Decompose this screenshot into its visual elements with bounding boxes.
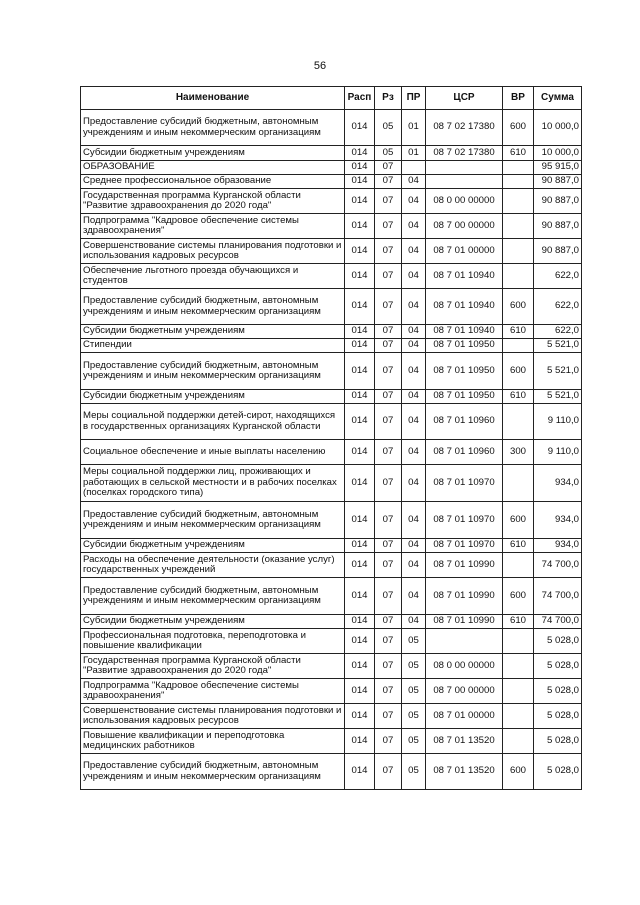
cell-pr: 04 — [402, 289, 426, 325]
cell-rz: 07 — [375, 325, 402, 339]
cell-pr: 05 — [402, 704, 426, 729]
cell-rz: 07 — [375, 754, 402, 790]
table-row — [81, 404, 582, 440]
cell-rz: 07 — [375, 339, 402, 353]
table-row — [81, 214, 582, 239]
cell-vr: 610 — [503, 615, 534, 629]
cell-pr: 01 — [402, 146, 426, 161]
cell-rasp: 014 — [345, 146, 375, 161]
cell-pr: 04 — [402, 214, 426, 239]
cell-csr: 08 7 02 17380 — [426, 146, 503, 161]
cell-csr: 08 7 00 00000 — [426, 214, 503, 239]
cell-rz: 07 — [375, 654, 402, 679]
cell-vr: 600 — [503, 754, 534, 790]
cell-name: Предоставление субсидий бюджетным, автономным учреждениям и иным некоммерческим организациям — [81, 502, 345, 539]
cell-name: Среднее профессиональное образование — [81, 175, 345, 189]
cell-sum: 5 521,0 — [534, 353, 582, 390]
cell-pr: 04 — [402, 175, 426, 189]
cell-pr: 05 — [402, 729, 426, 754]
header-pr: ПР — [402, 87, 426, 110]
cell-pr: 04 — [402, 539, 426, 553]
cell-sum: 5 521,0 — [534, 339, 582, 353]
cell-sum: 90 887,0 — [534, 175, 582, 189]
cell-vr: 300 — [503, 440, 534, 465]
cell-rz: 07 — [375, 704, 402, 729]
cell-rz: 05 — [375, 110, 402, 146]
cell-csr — [426, 629, 503, 654]
cell-csr: 08 7 01 10970 — [426, 465, 503, 502]
cell-pr: 04 — [402, 615, 426, 629]
cell-name: Социальное обеспечение и иные выплаты населению — [81, 440, 345, 465]
cell-vr: 600 — [503, 502, 534, 539]
cell-rz: 07 — [375, 615, 402, 629]
cell-rasp: 014 — [345, 110, 375, 146]
cell-pr: 04 — [402, 404, 426, 440]
cell-sum: 622,0 — [534, 325, 582, 339]
cell-rasp: 014 — [345, 353, 375, 390]
cell-rz: 07 — [375, 175, 402, 189]
cell-pr: 04 — [402, 465, 426, 502]
cell-sum: 5 028,0 — [534, 704, 582, 729]
cell-rz: 07 — [375, 502, 402, 539]
cell-name: Предоставление субсидий бюджетным, автономным учреждениям и иным некоммерческим организациям — [81, 754, 345, 790]
cell-vr: 600 — [503, 110, 534, 146]
cell-rasp: 014 — [345, 440, 375, 465]
cell-rz: 07 — [375, 729, 402, 754]
cell-sum: 74 700,0 — [534, 578, 582, 615]
cell-sum: 90 887,0 — [534, 189, 582, 214]
table-row — [81, 754, 582, 790]
cell-name: Предоставление субсидий бюджетным, автономным учреждениям и иным некоммерческим организациям — [81, 353, 345, 390]
cell-rasp: 014 — [345, 553, 375, 578]
cell-name: Подпрограмма "Кадровое обеспечение системы здравоохранения" — [81, 214, 345, 239]
cell-sum: 622,0 — [534, 289, 582, 325]
cell-rz: 07 — [375, 214, 402, 239]
cell-vr — [503, 239, 534, 264]
cell-csr: 08 7 01 10960 — [426, 440, 503, 465]
cell-vr — [503, 161, 534, 175]
cell-rz: 05 — [375, 146, 402, 161]
cell-vr — [503, 214, 534, 239]
cell-rasp: 014 — [345, 390, 375, 404]
cell-vr: 610 — [503, 390, 534, 404]
table-row — [81, 353, 582, 390]
cell-vr: 610 — [503, 539, 534, 553]
cell-rasp: 014 — [345, 161, 375, 175]
cell-name: Подпрограмма "Кадровое обеспечение системы здравоохранения" — [81, 679, 345, 704]
cell-rz: 07 — [375, 465, 402, 502]
cell-vr — [503, 654, 534, 679]
cell-sum: 5 521,0 — [534, 390, 582, 404]
cell-rz: 07 — [375, 161, 402, 175]
cell-pr: 04 — [402, 239, 426, 264]
table-row — [81, 729, 582, 754]
cell-rz: 07 — [375, 578, 402, 615]
cell-name: Предоставление субсидий бюджетным, автономным учреждениям и иным некоммерческим организациям — [81, 578, 345, 615]
cell-csr: 08 7 01 10950 — [426, 390, 503, 404]
cell-csr: 08 7 01 10990 — [426, 553, 503, 578]
cell-rasp: 014 — [345, 325, 375, 339]
cell-pr: 04 — [402, 553, 426, 578]
budget-table — [80, 86, 582, 790]
cell-csr: 08 7 01 10940 — [426, 264, 503, 289]
cell-pr: 05 — [402, 629, 426, 654]
table-row — [81, 654, 582, 679]
cell-sum: 74 700,0 — [534, 553, 582, 578]
cell-name: Субсидии бюджетным учреждениям — [81, 539, 345, 553]
cell-name: Предоставление субсидий бюджетным, автономным учреждениям и иным некоммерческим организациям — [81, 110, 345, 146]
cell-rasp: 014 — [345, 729, 375, 754]
cell-vr — [503, 175, 534, 189]
cell-csr: 08 7 01 00000 — [426, 239, 503, 264]
cell-sum: 5 028,0 — [534, 629, 582, 654]
cell-sum: 934,0 — [534, 465, 582, 502]
cell-vr: 610 — [503, 146, 534, 161]
cell-vr: 600 — [503, 578, 534, 615]
cell-csr: 08 7 02 17380 — [426, 110, 503, 146]
cell-csr: 08 7 00 00000 — [426, 679, 503, 704]
cell-pr: 01 — [402, 110, 426, 146]
cell-csr: 08 7 01 00000 — [426, 704, 503, 729]
cell-csr: 08 0 00 00000 — [426, 654, 503, 679]
cell-name: Профессиональная подготовка, переподготовка и повышение квалификации — [81, 629, 345, 654]
cell-vr: 600 — [503, 289, 534, 325]
cell-csr: 08 7 01 10940 — [426, 289, 503, 325]
table-row — [81, 679, 582, 704]
cell-vr — [503, 679, 534, 704]
cell-name: Расходы на обеспечение деятельности (оказание услуг) государственных учреждений — [81, 553, 345, 578]
cell-rasp: 014 — [345, 539, 375, 553]
cell-rasp: 014 — [345, 214, 375, 239]
cell-vr: 610 — [503, 325, 534, 339]
cell-name: ОБРАЗОВАНИЕ — [81, 161, 345, 175]
cell-rz: 07 — [375, 353, 402, 390]
cell-name: Совершенствование системы планирования подготовки и использования кадровых ресурсов — [81, 239, 345, 264]
cell-vr: 600 — [503, 353, 534, 390]
cell-rasp: 014 — [345, 502, 375, 539]
cell-name: Государственная программа Курганской области "Развитие здравоохранения до 2020 года" — [81, 189, 345, 214]
cell-rasp: 014 — [345, 615, 375, 629]
cell-pr: 05 — [402, 679, 426, 704]
cell-pr: 04 — [402, 189, 426, 214]
header-name: Наименование — [81, 87, 345, 110]
cell-sum: 934,0 — [534, 539, 582, 553]
table-row — [81, 629, 582, 654]
table-row — [81, 615, 582, 629]
cell-csr: 08 7 01 13520 — [426, 754, 503, 790]
cell-sum: 90 887,0 — [534, 239, 582, 264]
table-row — [81, 539, 582, 553]
table-row — [81, 325, 582, 339]
cell-sum: 934,0 — [534, 502, 582, 539]
table-row — [81, 502, 582, 539]
cell-name: Субсидии бюджетным учреждениям — [81, 390, 345, 404]
cell-rasp: 014 — [345, 679, 375, 704]
cell-name: Повышение квалификации и переподготовка медицинских работников — [81, 729, 345, 754]
cell-rasp: 014 — [345, 629, 375, 654]
cell-sum: 10 000,0 — [534, 110, 582, 146]
cell-pr: 04 — [402, 353, 426, 390]
cell-sum: 9 110,0 — [534, 404, 582, 440]
table-header-row — [81, 87, 582, 110]
header-sum: Сумма — [534, 87, 582, 110]
header-rz: Рз — [375, 87, 402, 110]
cell-sum: 9 110,0 — [534, 440, 582, 465]
cell-pr — [402, 161, 426, 175]
cell-pr: 05 — [402, 654, 426, 679]
table-row — [81, 390, 582, 404]
cell-rz: 07 — [375, 629, 402, 654]
cell-vr — [503, 629, 534, 654]
cell-name: Субсидии бюджетным учреждениям — [81, 146, 345, 161]
cell-pr: 04 — [402, 390, 426, 404]
cell-pr: 04 — [402, 440, 426, 465]
cell-name: Государственная программа Курганской области "Развитие здравоохранения до 2020 года" — [81, 654, 345, 679]
header-csr: ЦСР — [426, 87, 503, 110]
cell-name: Предоставление субсидий бюджетным, автономным учреждениям и иным некоммерческим организациям — [81, 289, 345, 325]
cell-sum: 5 028,0 — [534, 679, 582, 704]
cell-rz: 07 — [375, 440, 402, 465]
cell-rasp: 014 — [345, 578, 375, 615]
cell-pr: 04 — [402, 264, 426, 289]
cell-rasp: 014 — [345, 175, 375, 189]
cell-rasp: 014 — [345, 465, 375, 502]
cell-rz: 07 — [375, 390, 402, 404]
cell-sum: 5 028,0 — [534, 654, 582, 679]
cell-vr — [503, 404, 534, 440]
cell-rz: 07 — [375, 553, 402, 578]
cell-rz: 07 — [375, 239, 402, 264]
cell-csr: 08 7 01 10970 — [426, 539, 503, 553]
cell-pr: 05 — [402, 754, 426, 790]
cell-csr: 08 7 01 10940 — [426, 325, 503, 339]
cell-csr: 08 7 01 10970 — [426, 502, 503, 539]
table-row — [81, 110, 582, 146]
cell-sum: 622,0 — [534, 264, 582, 289]
cell-rasp: 014 — [345, 754, 375, 790]
cell-rz: 07 — [375, 264, 402, 289]
cell-csr: 08 7 01 10950 — [426, 353, 503, 390]
cell-pr: 04 — [402, 578, 426, 615]
cell-csr: 08 7 01 10960 — [426, 404, 503, 440]
cell-vr — [503, 729, 534, 754]
cell-vr — [503, 189, 534, 214]
table-row — [81, 264, 582, 289]
cell-csr: 08 0 00 00000 — [426, 189, 503, 214]
table-row — [81, 161, 582, 175]
header-rasp: Расп — [345, 87, 375, 110]
cell-csr: 08 7 01 10990 — [426, 615, 503, 629]
cell-rasp: 014 — [345, 264, 375, 289]
cell-csr — [426, 175, 503, 189]
page-number: 56 — [313, 60, 327, 72]
cell-sum: 5 028,0 — [534, 754, 582, 790]
cell-rz: 07 — [375, 289, 402, 325]
table-row — [81, 175, 582, 189]
cell-name: Субсидии бюджетным учреждениям — [81, 325, 345, 339]
table-row — [81, 289, 582, 325]
cell-csr: 08 7 01 10950 — [426, 339, 503, 353]
table-row — [81, 189, 582, 214]
cell-rz: 07 — [375, 539, 402, 553]
cell-name: Меры социальной поддержки детей-сирот, находящихся в государственных организациях Курганской области — [81, 404, 345, 440]
cell-rasp: 014 — [345, 339, 375, 353]
cell-vr — [503, 553, 534, 578]
cell-name: Совершенствование системы планирования подготовки и использования кадровых ресурсов — [81, 704, 345, 729]
cell-rz: 07 — [375, 189, 402, 214]
table-row — [81, 704, 582, 729]
cell-csr — [426, 161, 503, 175]
cell-vr — [503, 465, 534, 502]
cell-rasp: 014 — [345, 189, 375, 214]
cell-pr: 04 — [402, 502, 426, 539]
table-row — [81, 339, 582, 353]
cell-sum: 5 028,0 — [534, 729, 582, 754]
table-row — [81, 465, 582, 502]
cell-name: Обеспечение льготного проезда обучающихся и студентов — [81, 264, 345, 289]
cell-pr: 04 — [402, 339, 426, 353]
cell-pr: 04 — [402, 325, 426, 339]
cell-name: Субсидии бюджетным учреждениям — [81, 615, 345, 629]
table-row — [81, 146, 582, 161]
cell-rasp: 014 — [345, 289, 375, 325]
cell-csr: 08 7 01 13520 — [426, 729, 503, 754]
cell-sum: 10 000,0 — [534, 146, 582, 161]
cell-rasp: 014 — [345, 404, 375, 440]
cell-sum: 95 915,0 — [534, 161, 582, 175]
cell-rz: 07 — [375, 679, 402, 704]
cell-sum: 74 700,0 — [534, 615, 582, 629]
cell-rasp: 014 — [345, 654, 375, 679]
cell-name: Стипендии — [81, 339, 345, 353]
table-row — [81, 578, 582, 615]
cell-name: Меры социальной поддержки лиц, проживающих и работающих в сельской местности и в рабочих поселках (поселках городского типа) — [81, 465, 345, 502]
cell-rz: 07 — [375, 404, 402, 440]
cell-rasp: 014 — [345, 704, 375, 729]
cell-vr — [503, 339, 534, 353]
cell-vr — [503, 704, 534, 729]
table-row — [81, 553, 582, 578]
cell-vr — [503, 264, 534, 289]
cell-sum: 90 887,0 — [534, 214, 582, 239]
table-row — [81, 239, 582, 264]
header-vr: ВР — [503, 87, 534, 110]
table-row — [81, 440, 582, 465]
cell-rasp: 014 — [345, 239, 375, 264]
cell-csr: 08 7 01 10990 — [426, 578, 503, 615]
